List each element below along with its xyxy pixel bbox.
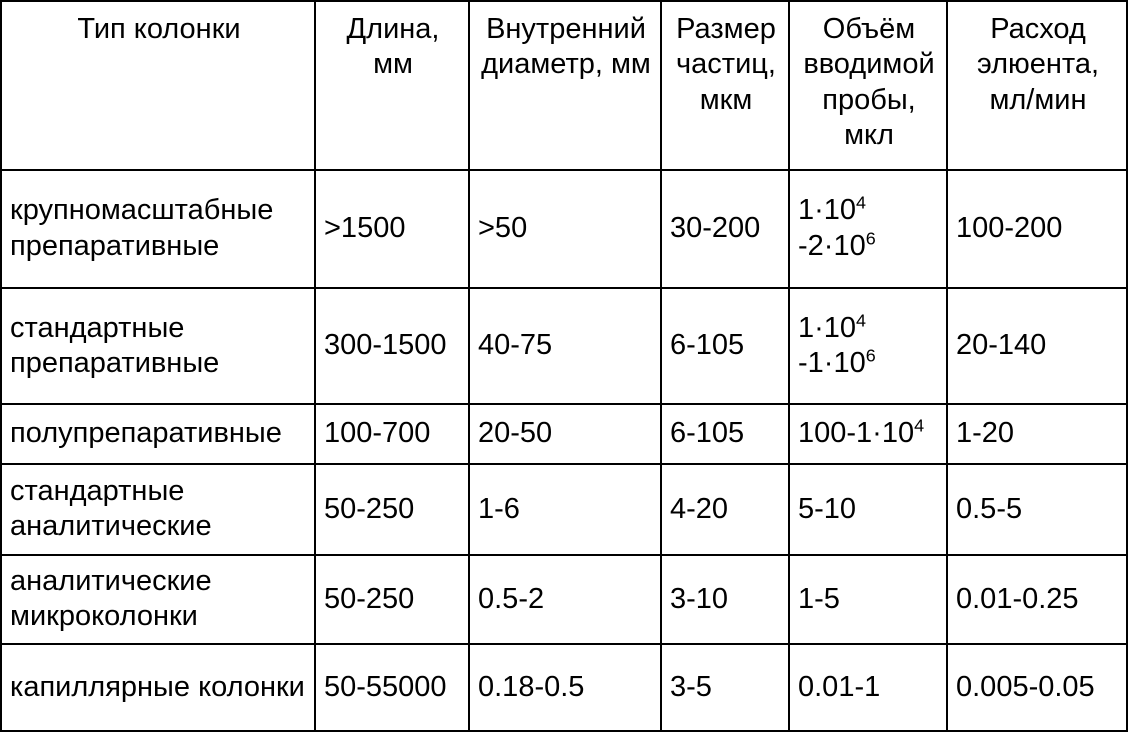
- cell-flow-rate: 20-140: [947, 288, 1127, 405]
- volume-line1-exponent: 4: [914, 415, 925, 436]
- cell-type: полупрепаративные: [1, 404, 315, 463]
- cell-sample-volume: [789, 555, 947, 644]
- cell-diameter: 1-6: [469, 464, 661, 555]
- cell-diameter: 40-75: [469, 288, 661, 405]
- volume-line1-base: 5-10: [798, 492, 857, 525]
- cell-sample-volume: [789, 404, 947, 463]
- volume-line1-base: 0.01-1: [798, 670, 881, 703]
- cell-flow-rate: 1-20: [947, 404, 1127, 463]
- cell-length: 300-1500: [315, 288, 469, 405]
- table-row: [1, 404, 1127, 463]
- cell-type: стандартные препаративные: [1, 288, 315, 405]
- header-row: [1, 1, 1127, 170]
- cell-particle-size: 3-5: [661, 644, 789, 731]
- cell-particle-size: 6-105: [661, 288, 789, 405]
- volume-line2-exponent: 6: [865, 228, 876, 249]
- header-length: Длина, мм: [315, 1, 469, 170]
- header-type: Тип колонки: [1, 1, 315, 170]
- table-row: [1, 288, 1127, 405]
- table-row: [1, 555, 1127, 644]
- table-row: [1, 644, 1127, 731]
- header-flow-rate: Расход элюента, мл/мин: [947, 1, 1127, 170]
- cell-flow-rate: 0.5-5: [947, 464, 1127, 555]
- header-diameter: Внутренний диаметр, мм: [469, 1, 661, 170]
- cell-diameter: 0.18-0.5: [469, 644, 661, 731]
- cell-sample-volume: [789, 288, 947, 405]
- cell-length: 50-250: [315, 464, 469, 555]
- cell-particle-size: 6-105: [661, 404, 789, 463]
- volume-line1-base: 1·10: [798, 311, 857, 344]
- volume-line1-exponent: 4: [856, 310, 867, 331]
- cell-flow-rate: 0.01-0.25: [947, 555, 1127, 644]
- cell-diameter: >50: [469, 170, 661, 288]
- cell-particle-size: 30-200: [661, 170, 789, 288]
- header-sample-volume: Объём вводимой пробы, мкл: [789, 1, 947, 170]
- cell-length: 50-55000: [315, 644, 469, 731]
- cell-particle-size: 3-10: [661, 555, 789, 644]
- cell-diameter: 20-50: [469, 404, 661, 463]
- volume-line2-exponent: 6: [865, 345, 876, 366]
- cell-sample-volume: [789, 170, 947, 288]
- cell-type: аналитические микроколонки: [1, 555, 315, 644]
- cell-length: 100-700: [315, 404, 469, 463]
- cell-type: крупномасштабные препаративные: [1, 170, 315, 288]
- table-row: [1, 464, 1127, 555]
- cell-flow-rate: 0.005-0.05: [947, 644, 1127, 731]
- volume-line2-base: -1·10: [798, 347, 866, 380]
- header-particle-size: Размер частиц, мкм: [661, 1, 789, 170]
- volume-line2-base: -2·10: [798, 229, 866, 262]
- volume-line1-base: 100-1·10: [798, 417, 915, 450]
- cell-sample-volume: [789, 644, 947, 731]
- cell-type: стандартные аналитические: [1, 464, 315, 555]
- cell-flow-rate: 100-200: [947, 170, 1127, 288]
- volume-line1-base: 1-5: [798, 582, 840, 615]
- volume-line1-base: 1·10: [798, 194, 857, 227]
- cell-diameter: 0.5-2: [469, 555, 661, 644]
- cell-sample-volume: [789, 464, 947, 555]
- table-row: [1, 170, 1127, 288]
- cell-particle-size: 4-20: [661, 464, 789, 555]
- volume-line1-exponent: 4: [856, 192, 867, 213]
- cell-type: капиллярные колонки: [1, 644, 315, 731]
- cell-length: >1500: [315, 170, 469, 288]
- cell-length: 50-250: [315, 555, 469, 644]
